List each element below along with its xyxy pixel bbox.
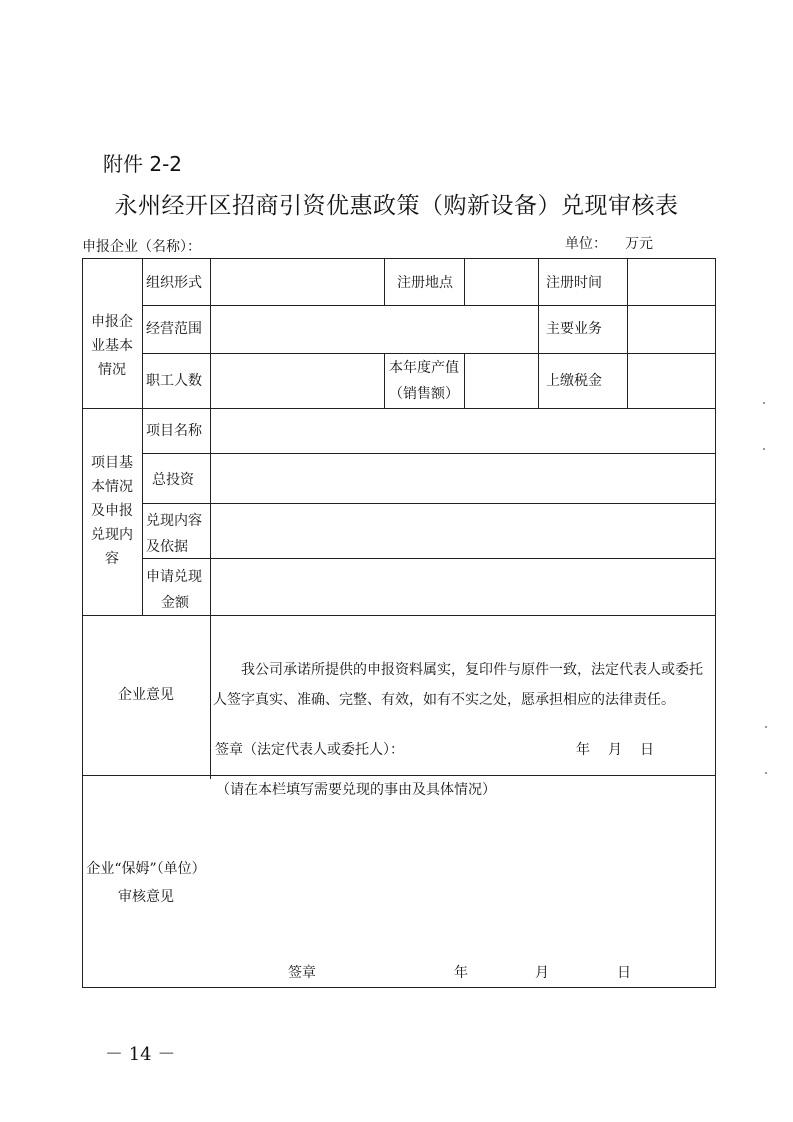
scan-speck — [765, 772, 767, 774]
total-investment-label: 总投资 — [152, 472, 194, 488]
employees-label: 职工人数 — [146, 373, 202, 389]
project-heading-line: 及申报 — [91, 503, 133, 519]
project-heading-line: 项目基 — [91, 455, 133, 471]
apply-amount-line: 金额 — [161, 595, 189, 611]
redeem-content-line: 兑现内容 — [146, 513, 202, 529]
basic-info-heading — [82, 306, 142, 386]
annual-output-line: 本年度产值 — [389, 360, 459, 376]
commitment-text: 我公司承诺所提供的申报资料属实，复印件与原件一致，法定代表人或委托人签字真实、准确、完整、有效，如有不实之处，愿承担相应的法律责任。 — [213, 662, 703, 708]
unit-value: 万元 — [625, 236, 653, 252]
basic-info-heading-line: 申报企 — [91, 314, 133, 330]
project-heading-line: 本情况 — [91, 479, 133, 495]
project-heading-line: 容 — [105, 551, 119, 567]
nanny-year-label: 年 — [454, 965, 468, 981]
main-business-label: 主要业务 — [546, 321, 602, 337]
reg-place-label: 注册地点 — [397, 275, 453, 291]
scan-speck — [763, 402, 765, 404]
reg-time-label: 注册时间 — [546, 275, 602, 291]
review-form-table — [82, 258, 716, 988]
basic-info-heading-line: 业基本 — [91, 338, 133, 354]
nanny-signature-label: 签章 — [288, 965, 316, 981]
project-info-heading — [82, 441, 142, 581]
company-signature-label: 签章（法定代表人或委托人）： — [215, 742, 404, 758]
annual-output-line: （销售额） — [389, 386, 459, 402]
company-date-label: 年 月 日 — [576, 742, 656, 758]
business-scope-label: 经营范围 — [146, 321, 202, 337]
nanny-month-label: 月 — [535, 965, 549, 981]
nanny-instruction: （请在本栏填写需要兑现的事由及具体情况） — [216, 782, 496, 798]
nanny-day-label: 日 — [617, 965, 631, 981]
scan-speck — [763, 448, 765, 450]
nanny-heading-line: 企业“保姆”（单位） — [86, 861, 206, 877]
nanny-heading-line: 审核意见 — [118, 889, 174, 905]
basic-info-heading-line: 情况 — [98, 362, 126, 378]
annual-output-label — [384, 355, 464, 407]
unit-label — [565, 233, 653, 253]
form-title: 永州经开区招商引资优惠政策（购新设备）兑现审核表 — [114, 193, 679, 219]
org-form-label: 组织形式 — [146, 275, 202, 291]
unit-caption: 单位： — [565, 236, 607, 252]
redeem-content-label — [146, 508, 202, 560]
apply-amount-line: 申请兑现 — [146, 569, 202, 585]
project-heading-line: 兑现内 — [91, 527, 133, 543]
tax-paid-label: 上缴税金 — [546, 373, 602, 389]
apply-amount-label — [146, 564, 202, 616]
applicant-label: 申报企业（名称）： — [82, 239, 201, 255]
scan-speck — [765, 726, 767, 728]
page-number: － 14 － — [105, 1044, 176, 1065]
company-opinion-heading: 企业意见 — [118, 687, 174, 703]
nanny-opinion-heading — [82, 855, 210, 911]
attachment-label: 附件 2-2 — [103, 152, 183, 176]
redeem-content-line: 及依据 — [146, 539, 188, 555]
project-name-label: 项目名称 — [146, 423, 202, 439]
